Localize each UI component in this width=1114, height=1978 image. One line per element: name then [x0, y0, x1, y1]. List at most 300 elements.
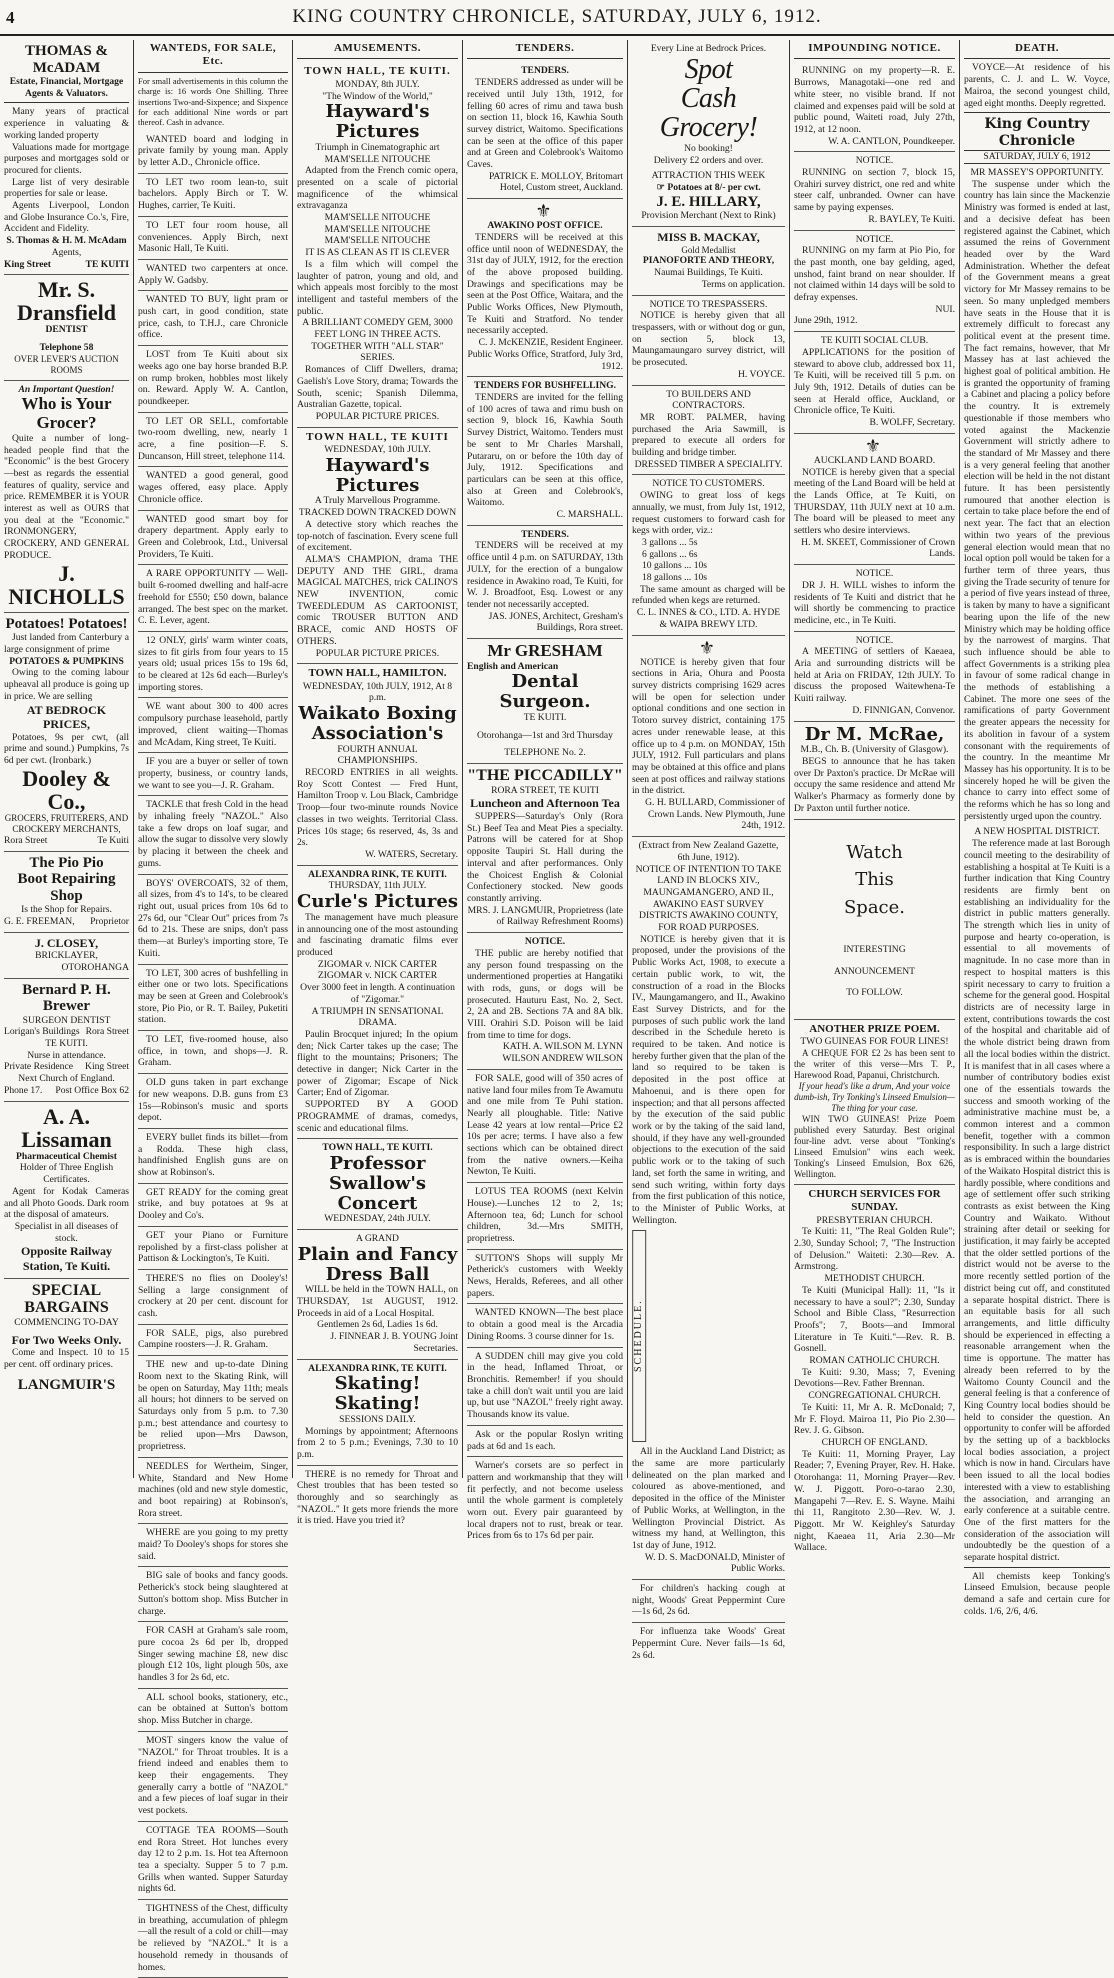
article-heading: A NEW HOSPITAL DISTRICT. — [974, 826, 1100, 838]
classified-ad-text: NEEDLES for Wertheim, Singer, White, Standard and New Home machines (old and new style domestic, and boot repairing) at Robinson's, Rora street. — [138, 1460, 288, 1519]
classified-ad-text: WANTED good smart boy for drapery department. Apply early to Green and Colebrook, Ltd., Universal Providers, Te Kuiti. — [138, 513, 288, 560]
column-notices — [628, 40, 790, 1661]
classified-ad — [138, 1270, 288, 1325]
ad-text: (Extract from New Zealand Gazette, 6th June, 1912). — [638, 840, 779, 863]
ad-text: RUNNING on section 7, block 15, Orahiri survey district, one red and white steer calf, unbranded. Owner can have same by paying expenses. — [794, 167, 955, 214]
ad-text: Adapted from the French comic opera, presented on a scale of pictorial magnificence of the whimsical extravaganza — [297, 165, 458, 212]
ad-text: THE public are hereby notified that any person found trespassing on the undermentioned properties at Hangatiki with rods, guns, or dogs will be prosecuted. Hauturu East, No. 2, Sect. 2, 2A and 2B. Sections 7A and 8A blk. VIII. Orahiri S.D. Poison will be laid from time to time for dogs. — [467, 947, 623, 1041]
ad-text: All chemists keep Tonking's Linseed Emulsion, because people demand a safe and certain cure for colds. 1/6, 2/6, 4/6. — [964, 1570, 1110, 1617]
ad-heading: NOTICE. — [855, 155, 894, 167]
ad-text: The management have much pleasure in announcing one of the most astounding and fascinating dramatic films ever produced — [297, 911, 458, 958]
ad-watch-space — [794, 820, 955, 1021]
ad-text: Terms on application. — [701, 278, 785, 290]
classified-ad-text: TO LET, 300 acres of bushfelling in either one or two lots. Specifications may be seen at Green and Colebrook's store, Pio Pio, or R. T. Bailey, Puketiti station. — [138, 967, 288, 1026]
ad-subheading: Luncheon and Afternoon Tea — [470, 796, 620, 811]
classified-ad-text: MOST singers know the value of "NAZOL" for Throat troubles. It is a friend indeed and enables them to keep their engagements. They generally carry a bottle of "NAZOL" and a few pieces of loaf sugar in their vest pockets. — [138, 1734, 288, 1817]
ad-signature: B. WOLFF, Secretary. — [869, 417, 955, 429]
ad-woods-cough — [632, 1580, 785, 1623]
keg-price-row: 18 gallons ... 10s — [642, 572, 708, 584]
ad-sutton — [467, 1250, 623, 1305]
ad-heading: ALEXANDRA RINK, TE KUITI. — [308, 1362, 447, 1374]
ad-text: For influenza take Woods' Great Peppermint Cure. Never fails—1s 6d, 2s 6d. — [632, 1626, 785, 1661]
ad-text: BEGS to announce that he has taken over Dr Paxton's practice. Dr McRae will occupy the same residence and attend Mr Walker's Pharmacy as formerly done by Dr Paxton until further notice. — [794, 756, 955, 814]
ad-text: COMMENCING TO-DAY — [14, 1316, 119, 1328]
column-wanteds — [134, 40, 293, 1973]
ad-text: Phone 17. — [4, 1084, 43, 1096]
ad-text: Otorohanga—1st and 3rd Thursday — [477, 729, 613, 741]
ad-kegs — [632, 475, 785, 635]
ad-text: Agent for Kodak Cameras and all Photo Goods. Dark room at the disposal of amateurs. — [4, 1185, 129, 1221]
classified-ad-text: GET your Piano or Furniture repolished by a first-class polisher at Pattison & Lockington's, Te Kuiti. — [138, 1229, 288, 1265]
ad-title: Hayward's Pictures — [325, 454, 430, 496]
ad-heading: SPECIAL BARGAINS — [24, 1281, 109, 1317]
ad-text: NOTICE is hereby given that it is proposed, under the provisions of the Public Works Act, 1908, to execute a certain public work, to wit, the construction of a road in the Blocks IV., Maungamangero, and II., Awakino East Survey Districts, and for the purposes of such public work the land described in the Schedule hereto is required to be taken. And notice is hereby further given that the plan of the land so required to be taken is deposited in the post office at Mahoenui, and is there open for inspection; and that all persons affected by the execution of the said public work or by the taking of the said land, should, if they have any well-grounded objections to the execution of the said public work or to the taking of such land, set forth the same in writing, and send such writing, within forty days from the first publication of this notice, to the Minister of Public Works, at Wellington. — [632, 933, 785, 1226]
ad-signature: C. L. INNES & CO., LTD. A. HYDE & WAIPA BREWY LTD. — [636, 607, 781, 630]
ad-heading: NOTICE TO TRESPASSERS. — [649, 298, 768, 310]
ad-text: TENDERS will be received at my office until 4 p.m. on SATURDAY, 13th JULY, for the erection of a bungalow residence in Awakino road, Te Kuiti, for W. J. Broadfoot, Esq. Lowest or any tender not necessarily accepted. — [467, 540, 623, 610]
ad-subheading: TWO GUINEAS FOR FOUR LINES! — [800, 1036, 949, 1048]
ad-text: Warner's corsets are so perfect in pattern and workmanship that they will fit perfectly, and not become useless until the whole garment is completely worn out. Every pair guaranteed by local drapers not to rust, break or tear. Prices from 6s to 17s 6d per pair. — [467, 1460, 623, 1542]
ad-text: Nurse in attendance. — [27, 1049, 106, 1061]
ad-signature: Dooley & Co., — [22, 765, 111, 814]
ad-text: A MEETING of settlers of Kaeaea, Aria and surrounding districts will be held at Aria on FRIDAY, 12th JULY. To discuss the proposed Waitewhena-Te Kuiti railway. — [794, 646, 955, 705]
ad-heading: Bernard P. H. Brewer — [22, 981, 111, 1015]
ad-text: Agents Liverpool, London and Globe Insurance Co.'s, Fire, Accident and Fidelity. — [4, 200, 129, 235]
ad-text: Gentlemen 2s 6d, Ladies 1s 6d. — [317, 1319, 438, 1331]
ad-mackay — [632, 227, 785, 296]
classified-ad-text: EVERY bullet finds its billet—from a Rodda. These high class, handfinished English guns are on show at Robinson's. — [138, 1131, 288, 1179]
ad-date: WEDNESDAY, 10th JULY, 1912, At 8 p.m. — [302, 680, 453, 704]
ad-text: Mornings by appointment; Afternoons from 2 to 5 p.m.; Evenings, 7.30 to 10 p.m. — [297, 1425, 458, 1460]
ad-text: ZIGOMAR v. NICK CARTER ZIGOMAR v. NICK CARTER — [317, 958, 438, 982]
church-services — [794, 1185, 955, 1558]
church-name: PRESBYTERIAN CHURCH. — [816, 1214, 933, 1226]
ad-text: Delivery £2 orders and over. — [653, 154, 764, 166]
classified-ad-text: WANTED a good general, good wages offered, easy place. Apply Chronicle office. — [138, 470, 288, 505]
ad-text: MR ROBT. PALMER, having purchased the Aria Sawmill, is prepared to execute all orders for building and bridge timber. — [632, 411, 785, 459]
ad-text: Many years of practical experience in valuating & working landed property — [4, 106, 129, 141]
ad-native-land — [467, 1070, 623, 1183]
ad-signature: J. NICHOLLS — [8, 560, 125, 609]
ad-text: Valuations made for mortgage purposes and mortgages sold or procured for clients. — [4, 141, 129, 176]
pointing-hand-icon: ☞ — [656, 181, 668, 193]
ad-heading: A. A. Lissaman — [21, 1103, 112, 1152]
ad-text: GROCERS, FRUITERERS, AND CROCKERY MERCHANTS, — [4, 813, 129, 835]
ad-title: Hayward's Pictures — [325, 101, 430, 143]
ad-text: A SUDDEN chill may give you cold in the head, Inflamed Throat, or Bronchitis. Remember! if you should take a chill don't wait until you are laid up, but use "NAZOL" freely right away. Thousands know its value. — [467, 1350, 623, 1421]
ad-heading: TENDERS. — [521, 65, 569, 77]
classified-ad-text: BOYS' OVERCOATS, 32 of them, all sizes, from 4's to 14's, to be cleared right out, usual prices from 10s 6d to 27s 6d, our "Clear Out" prices from 7s 6d to 21s. These are snips, don't pass them—at Burley's importing store, Te Kuiti. — [138, 877, 288, 959]
ad-subheading: AT BEDROCK PRICES, — [26, 702, 107, 732]
ad-nazol — [297, 1466, 458, 1532]
ad-signature: KATH. A. WILSON M. LYNN WILSON ANDREW WILSON — [502, 1041, 623, 1065]
ad-heading: NOTICE OF INTENTION TO TAKE LAND IN BLOCKS XIV., MAUNGAMANGERO, AND II., AWAKINO EAST SURVEY DISTRICTS AWAKINO COUNTY, FOR ROAD PURPOSES. — [635, 863, 782, 934]
ad-text: "The Window of the World," — [322, 90, 433, 102]
classified-ad-text: WANTED TO BUY, light pram or push cart, in good condition, state price, cash, to T.H.J., care Chronicle office. — [138, 294, 288, 341]
column-tenders — [463, 40, 628, 1542]
ad-heading: AUCKLAND LAND BOARD. — [813, 454, 936, 466]
classified-ad-text: TO LET OR SELL, comfortable two-room dwelling, new, nearly 1 acre, a fine position—F. S. Duncanson, Hill street, telephone 114. — [138, 415, 288, 462]
ad-text: A CHEQUE FOR £2 2s has been sent to the writer of this verse—Mrs T. P., Harewood Road, Papanui, Christchurch. — [794, 1048, 955, 1081]
ad-heading: TO BUILDERS AND CONTRACTORS. — [666, 388, 751, 412]
church-text: Te Kuiti (Municipal Hall): 11, "Is it necessary to have a soul?"; 2.30, Sunday School and Bible Class, "Resurrection Proofs"; 7, Boots—and Immoral Literature in Te Kuiti."—Rev. R. B. Gosnell. — [794, 1284, 955, 1355]
ad-text: Holder of Three English Certificates. — [19, 1162, 114, 1186]
ad-hayward-wednesday — [297, 428, 458, 665]
ad-piccadilly — [467, 764, 623, 933]
page-number: 4 — [6, 8, 15, 27]
classified-ad-text: THE new and up-to-date Dining Room next to the Skating Rink, will be open on Saturday, May 11th; meals all hours; hot dinners to be served on Saturdays only from 5 p.m. to 7.30 p.m.; best attendance and courtesy to be relied upon—Mrs Dawson, proprietress. — [138, 1359, 288, 1453]
ad-economic-grocer — [4, 381, 129, 613]
ad-text: SUPPORTED BY A GOOD PROGRAMME of dramas, comedys, scenic and educational films. — [297, 1099, 458, 1134]
ad-woods-influenza — [632, 1623, 785, 1665]
ad-mcrae — [794, 722, 955, 820]
ad-text: SESSIONS DAILY. — [339, 1413, 416, 1425]
ad-dr-will — [794, 565, 955, 632]
ad-text: Over 3000 feet in length. A continuation of "Zigomar." — [300, 982, 455, 1005]
ad-signature: MRS. J. LANGMUIR, Proprietress (late of Railway Refreshment Rooms) — [467, 904, 623, 928]
ad-text: A TRIUMPH IN SENSATIONAL DRAMA. — [311, 1005, 444, 1029]
ad-arcadia — [467, 1304, 623, 1347]
ad-text: THERE is no remedy for Throat and Chest troubles that has been tested so thoroughly and so searchingly as "NAZOL." It gets more friends the more it is tried. Have you tried it? — [297, 1468, 458, 1527]
ad-heading: MISS B. MACKAY, — [657, 229, 760, 244]
ad-text: Gold Medallist — [681, 244, 736, 255]
classified-ad-text: 12 ONLY, girls' warm winter coats, sizes to fit girls from four years to 15 years old; usual prices 15s to 19s 6d, to be cleared at 12s 6d each—Burley's importing stores. — [138, 634, 288, 693]
ad-signature: S. Thomas & H. M. McAdam — [6, 235, 127, 247]
ad-signature: G. E. FREEMAN, — [4, 915, 75, 927]
ad-text: Owing to the coming labour upheaval all produce is going up in price. We are selling — [4, 667, 129, 702]
ad-subheading: Pharmaceutical Chemist — [16, 1150, 117, 1162]
ad-heading: J. CLOSEY, — [34, 935, 99, 950]
classified-ad-text: THERE'S no flies on Dooley's! Selling a large consignment of crockery at 20 per cent. discount for cash. — [138, 1272, 288, 1320]
ad-heading: Potatoes! Potatoes! — [5, 615, 128, 632]
classified-ad — [138, 698, 288, 753]
ad-signature: PATRICK E. MOLLOY, Britomart Hotel, Custom street, Auckland. — [488, 170, 623, 194]
ad-subheading: SURGEON DENTIST — [22, 1014, 111, 1026]
ad-date: MONDAY, 8th JULY. — [335, 78, 420, 90]
ad-impound-burrows — [794, 62, 955, 152]
crest-icon: ⚜ — [698, 637, 719, 658]
ad-pio-pio-boot — [4, 852, 129, 933]
classified-ad — [138, 511, 288, 566]
ad-curle-pictures — [297, 866, 458, 1140]
classified-ad-text: FOR CASH at Graham's sale room, pure cocoa 2s 6d per lb, dropped Singer sewing machine £8, new disc plough £12 10s, light plough 50s, axe handles 3 for 2s 6d, etc. — [138, 1625, 288, 1684]
ad-text: All in the Auckland Land District; as the same are more particularly delineated on the plan marked and coloured as above-mentioned, and deposited in the office of the Minister of Public Works, at Wellington, in the Wellington Provincial District. As witness my hand, at Wellington, this 1st day of June, 1912. — [632, 1446, 785, 1551]
classified-ad — [138, 260, 288, 291]
ad-text: Proprietor — [90, 915, 129, 927]
ad-text: TENDERS are invited for the felling of 100 acres of tawa and rimu bush on section 9, block 16, Kawhia South Survey District, Waitomo. Tenders must be sent to Mr Charles Marshall, Putararu, on or before the 10th day of July, 1912. Specifications and particulars can be seen at this office, also at Green and Colebrook's, Waitomo. — [467, 391, 623, 509]
ad-text: Provision Merchant (Next to Rink) — [641, 210, 776, 222]
ad-text: Is the Shop for Repairs. — [21, 904, 112, 916]
ad-text: POPULAR PICTURE PRICES. — [315, 410, 440, 422]
classified-ad — [138, 632, 288, 699]
ad-text: TENDERS addressed as under will be received until July 13th, 1912, for felling 60 acres of rimu and tawa bush on section 11, block 16, Kawhia South survey district, Waitomo. Specifications can be seen at the office of this paper and at Green and Colebrook's Waitomo Caves. — [467, 77, 623, 171]
column-editorial — [960, 40, 1114, 1617]
ad-heading: Cash — [680, 83, 737, 115]
classified-ad-text: COTTAGE TEA ROOMS—South end Rora Street. Hot lunches every day 12 to 2 p.m. 1s. Hot tea Afternoon tea a specialty. Supper 5 to 7 p.m. Grills when wanted. Supper Saturday nights 6d. — [138, 1824, 288, 1895]
ad-heading: NOTICE. — [855, 634, 894, 646]
classified-ad — [138, 467, 288, 510]
classified-ad — [138, 875, 288, 965]
ad-text: Agents, — [51, 246, 82, 258]
article-text: The suspense under which the country has lain since the Mackenzie Ministry was formed is ended at last, and a decisive defeat has been registered against the Cabinet, which assumed the reins of Government headed over by the Ward Administration. Whether the defeat of the Government means a great victory for Mr Massey remains to be seen. So many unpledged members have seats in the House that it is extremely difficult to forecast any political event at the present time. The fact remains, however, that Mr Massey has at last achieved the highest goal of political ambition. He is granted the opportunity of framing a Cabinet and placing a policy before the country. It is extremely questionable if those members who voted against the Mackenzie Government will strictly adhere to the standard of Mr Massey and there is a very general feeling that another election will be held in the not distant future. It has been persistently rumoured that another election is certain to take place before the end of next year. The fact that an election within two years of the previous general election would mean that no local option poll would be taken for a further term of three years, thus giving the Trade security of tenure for a period of five years instead of three, is taken by many to have a significant bearing upon the life of the new Ministry which may be holding office by the narrowest of margins. That such influence should be able to affect Governments is a striking plea in favour of some radical change in the methods of establishing a Cabinet. The more one sees of the ramifications of party Government the greater appears the necessity for its abolition in favour of a system consonant with the requirements of the country. In the meantime Mr Massey has his opportunity. It is to be sincerely hoped he will be given the chance to carry into effect some of the reforms which he has so long and persistently urged upon the country. — [964, 178, 1111, 822]
ad-heading: Who is Your Grocer? — [21, 394, 112, 433]
church-name: CONGREGATIONAL CHURCH. — [808, 1390, 941, 1402]
ad-signature: D. FINNIGAN, Convenor. — [852, 704, 955, 716]
ad-subheading: PIANOFORTE AND THEORY, — [642, 255, 775, 267]
ad-text: Triumph in Cinematographic art MAM'SELLE NITOUCHE — [315, 141, 440, 165]
ad-awakino-post — [467, 199, 623, 377]
ad-subheading: M.B., Ch. B. (University of Glasgow). — [800, 744, 949, 756]
classified-ad-text: OLD guns taken in part exchange for new weapons. D.B. guns from £3 15s—Robinson's music and sports depot. — [138, 1077, 288, 1124]
column-heading: TENDERS. — [467, 40, 623, 59]
ad-signature: C. MARSHALL. — [556, 509, 623, 521]
classified-ad — [138, 1325, 288, 1356]
ad-town: TE KUITI — [85, 258, 129, 270]
church-name: CHURCH OF ENGLAND. — [821, 1436, 928, 1448]
ad-signature: NUI. — [935, 303, 955, 315]
ad-signature: G. H. BULLARD, Commissioner of Crown Lands. New Plymouth, June 24th, 1912. — [645, 797, 785, 832]
ad-text: APPLICATIONS for the position of steward to above club, addressed box 11, Te Kuiti, will be received till 5 p.m. on July 9th, 1912. Details of duties can be seen at Herald office, Auckland, or Chronicle office, Te Kuiti. — [794, 346, 955, 417]
ad-text: No booking! — [684, 142, 733, 154]
ad-text: Potatoes at 8/- per cwt. — [667, 181, 761, 193]
ad-signature: J. E. HILLARY, — [656, 193, 761, 210]
ad-text: Come and Inspect. 10 to 15 per cent. off ordinary prices. — [4, 1347, 129, 1370]
ad-hillary — [632, 40, 785, 227]
page-title: KING COUNTRY CHRONICLE, SATURDAY, JULY 6, 1912. — [292, 6, 822, 27]
classified-ad — [138, 565, 288, 632]
column-heading: DEATH. — [964, 40, 1110, 59]
classified-ad-text: TACKLE that fresh Cold in the head by inhaling freely "NAZOL." Also take a few drops on loaf sugar, and allow the sugar to dissolve very slowly by placing it between the cheek and gums. — [138, 799, 288, 869]
ad-subheading: Estate, Financial, Mortgage Agents & Valuators. — [9, 76, 124, 99]
classified-ad — [138, 346, 288, 413]
death-notice: VOYCE—At residence of his parents, C. J. and L. W. Voyce, Mairoa, the second youngest child, aged eight months. Deeply regretted. — [964, 62, 1110, 109]
ad-heading: NOTICE. — [524, 936, 566, 948]
ad-text: DRESSED TIMBER A SPECIALITY. — [634, 458, 783, 470]
ad-crown-lands — [632, 636, 785, 838]
classified-ad — [138, 413, 288, 468]
ad-heading: Dr M. McRae, — [804, 723, 945, 745]
ad-impound-bayley — [794, 152, 955, 230]
ad-text: A GRAND — [356, 1233, 399, 1245]
ad-heading: TOWN HALL, TE KUITI. — [322, 1142, 433, 1154]
ad-swallow-concert — [297, 1139, 458, 1230]
ad-impound-nui — [794, 231, 955, 333]
classified-ad-text: WANTED board and lodging in private family by young man. Apply by letter A.D., Chronicle office. — [138, 133, 288, 169]
ad-signature: W. A. CANTLON, Poundkeeper. — [828, 135, 955, 147]
ad-town: OTOROHANGA — [61, 961, 129, 973]
ad-text: ATTRACTION THIS WEEK — [651, 170, 766, 182]
ad-heading: AWAKINO POST OFFICE. — [487, 220, 603, 232]
ad-street: Rora Street — [4, 834, 48, 846]
keg-price-row: 10 gallons ... 10s — [642, 560, 708, 572]
ad-aria-meeting — [794, 632, 955, 722]
ad-text: INTERESTING — [843, 943, 906, 955]
ad-text: Is a film which will compel the laughter of patron, young and old, and which appeals most forcibly to the most intelligent and tasteful members of the public. — [297, 258, 458, 317]
ad-chill — [467, 1348, 623, 1426]
ad-heading: Space. — [843, 897, 906, 919]
ad-text: Potatoes, 9s per cwt, (all prime and sound.) Pumpkins, 7s 6d per cwt. (Ironbark.) — [4, 731, 129, 767]
ad-heading: Boot Repairing Shop — [17, 871, 116, 904]
ad-street: RORA STREET, TE KUITI — [491, 784, 599, 796]
classified-ad-text: TO LET, five-roomed house, also office, in town, and shops—J. R. Graham. — [138, 1034, 288, 1069]
ad-warner — [467, 1457, 623, 1546]
ad-heading: THOMAS & McADAM — [25, 43, 108, 76]
ad-text: Post Office Box 62 — [55, 1084, 129, 1096]
ad-text: A Truly Marvellous Programme. TRACKED DOWN TRACKED DOWN — [298, 495, 457, 519]
classified-ad-text: A RARE OPPORTUNITY — Well-built 6-roomed dwelling and half-acre freehold for £550; £50 down, balance arranged. The best spec on the market. C. E. Lever, agent. — [138, 568, 288, 627]
masthead — [0, 0, 1114, 36]
ad-signature: W. WATERS, Secretary. — [365, 848, 458, 860]
church-text: Te Kuiti: 9.30, Mass; 7, Evening Devotions—Rev. Father Brennan. — [794, 1366, 955, 1390]
ad-text: Lorigan's Buildings — [4, 1026, 80, 1038]
ad-social-club — [794, 332, 955, 434]
ad-heading: TOWN HALL, TE KUITI. — [304, 65, 451, 78]
ad-heading: Spot — [684, 53, 733, 85]
church-text: Te Kuiti: 11, Morning Prayer, Lay Reader; 7, Evening Prayer, Rev. H. Hake. Otorohanga: 11, Morning Prayer—Rev. W. J. Piggott. Poro-o-tarao 2.30, Mangapehi 7—Rev. E. S. Wayne. Maihi thi 11, Rangitoto 2.30—Rev. W. J. Piggott. Mr W. Keighley's Saturday night, Kaeaea 11, Aria 2.30—Mr Wallace. — [794, 1448, 955, 1554]
ad-text: MAM'SELLE NITOUCHE MAM'SELLE NITOUCHE MAM'SELLE NITOUCHE — [324, 212, 431, 247]
ad-heading: "THE PICCADILLY" — [467, 767, 623, 785]
classified-ad — [138, 1184, 288, 1227]
ad-subheading: Opposite Railway Station, Te Kuiti. — [20, 1244, 112, 1273]
ad-text: Next Church of England. — [18, 1073, 115, 1085]
classified-ad-text: LOST from Te Kuiti about six weeks ago one bay horse branded B.P. on rump broken, hobbles most likely on. Reward. Apply W. A. Cantlon, poundkeeper. — [138, 349, 288, 407]
keg-price-row: 3 gallons ... 5s — [642, 536, 698, 548]
ad-subheading: DENTIST — [45, 324, 88, 336]
classified-ad-text: IF you are a buyer or seller of town property, business, or country lands, we want to see you—J. R. Graham. — [138, 756, 288, 791]
ad-signature: R. BAYLEY, Te Kuiti. — [868, 213, 955, 225]
ad-text: WIN TWO GUINEAS! Prize Poem published every Saturday. Best original four-line advt. verse about "Tonking's Linseed Emulsion" wins each week. Tonking's Linseed Emulsion, Box 626, Wellington. — [794, 1114, 955, 1179]
ad-heading: TENDERS. — [521, 528, 569, 540]
ad-heading: This — [855, 869, 894, 891]
ad-signature: J. FINNEAR J. B. YOUNG Joint Secretaries. — [330, 1331, 458, 1354]
ad-heading: The Pio Pio — [29, 854, 104, 871]
church-name: METHODIST CHURCH. — [824, 1273, 925, 1285]
classified-ad — [138, 1822, 288, 1900]
ad-signature: LANGMUIR'S — [17, 1376, 116, 1393]
ad-public-works — [632, 837, 785, 1580]
classified-ad — [138, 174, 288, 217]
ad-heading: ANOTHER PRIZE POEM. — [809, 1023, 940, 1036]
classified-ad — [138, 1031, 288, 1074]
ad-heading: TE KUITI SOCIAL CLUB. — [820, 335, 929, 347]
ad-text: NOTICE is hereby given that a special meeting of the Land Board will be held at the Lands Office, at Te Kuiti, on THURSDAY, 11th JULY next at 10 a.m. The board will be pleased to meet any settlers who desire interviews. — [794, 466, 955, 537]
ad-text: POPULAR PICTURE PRICES. — [315, 647, 440, 659]
ad-text: Paulin Brocquet injured; In the opium den; Nick Carter takes up the case; The flight to the mountains; Prisoners; The detective in danger; Nick Carter in the power of Zigomar; Escape of Nick Carter; End of Zigomar. — [297, 1028, 458, 1099]
classified-ad-text: TIGHTNESS of the Chest, difficulty in breathing, accumulation of phlegm—all the result of a cold or chill—may be relieved by "NAZOL." It is a household remedy in thousands of homes. — [138, 1903, 288, 1973]
ad-palmer — [632, 386, 785, 476]
ad-heading: Mr GRESHAM — [487, 641, 603, 661]
ad-text: TENDERS will be received at this office until noon of WEDNESDAY, the 31st day of JULY, 1912, for the erection of the above proposed building. Drawings and specifications may be seen at the Post Office, Waitara, and the Public Works Offices, New Plymouth, Te Kuiti and Stratford. No tender necessarily accepted. — [467, 231, 623, 337]
ad-heading: TENDERS FOR BUSHFELLING. — [473, 380, 617, 392]
ad-text: RUNNING on my property—R. E. Burrows, Managotaki—one red and white steer, no visible brand. If not claimed and expenses paid will be sold at public pound, Waiteti road, July 27th, 1912, at 12 noon. — [794, 65, 955, 135]
classified-ad — [138, 1356, 288, 1458]
ad-heading: TOWN HALL, HAMILTON. — [308, 667, 447, 680]
ad-town: TE KUITI. — [523, 712, 567, 724]
ad-signature: JAS. JONES, Architect, Gresham's Buildings, Rora street. — [488, 610, 623, 634]
ad-text: Large list of very desirable properties for sale or lease. — [4, 176, 129, 200]
classified-ad-text: WE want about 300 to 400 acres compulsory purchase leasehold, partly improved, client waiting—Thomas and McAdam, King street, Te Kuiti. — [138, 701, 288, 748]
ad-text: LOTUS TEA ROOMS (next Kelvin House).—Lunches 12 to 2, 1s; Afternoon tea, 6d; Lunch for school children, 3d.—Mrs SMITH, proprietress. — [467, 1186, 623, 1244]
ad-text: The same amount as charged will be refunded when kegs are returned. — [632, 583, 785, 607]
ad-date: June 29th, 1912. — [794, 315, 858, 327]
ad-date: THURSDAY, 11th JULY. — [328, 880, 427, 892]
column-heading: WANTEDS, FOR SALE, Etc. — [138, 40, 288, 73]
ad-text: WILL be held in the TOWN HALL, on THURSDAY, 1st AUGUST, 1912. Proceeds in aid of a Local Hospital. — [297, 1284, 458, 1319]
ad-text: TELEPHONE No. 2. — [504, 747, 586, 759]
ad-text: Just landed from Canterbury a large consignment of prime — [4, 632, 129, 655]
ad-text: RUNNING on my farm at Pio Pio, for the past month, one bay gelding, aged, unshod, faint brand on near shoulder. If not claimed within 14 days will be sold to defray expenses. — [794, 245, 955, 304]
schedule-table — [632, 1230, 646, 1442]
ad-street: King Street — [85, 1061, 129, 1073]
ad-text: Quite a number of long-headed people find that the "Economic" is the best Grocery—best as regards the essential features of quality, service and price. REMEMBER it is YOUR interest as well as OURS that you deal at the "Economic." IRONMONGERY, CROCKERY, AND GENERAL PRODUCE. — [4, 432, 129, 561]
ad-subheading: POTATOES & PUMPKINS — [9, 655, 124, 667]
ad-wilson-notice — [467, 933, 623, 1070]
ad-title: Skating! Skating! — [334, 1373, 421, 1415]
ad-title: Professor Swallow's Concert — [329, 1152, 426, 1214]
classified-ad-text: WANTED two carpenters at once. Apply W. Gadsby. — [138, 262, 288, 286]
classified-ad — [138, 1732, 288, 1822]
crest-icon: ⚜ — [535, 201, 555, 222]
ad-text: NOTICE is hereby given that all trespassers, with or without dog or gun, on section 5, block 13, Maungamaungaro survey district, will be prosecuted. — [632, 310, 785, 369]
ad-lotus — [467, 1183, 623, 1250]
classified-ad-text: BIG sale of books and fancy goods. Petherick's stock being slaughtered at Sutton's bottom shop. Miss Butcher in charge. — [138, 1570, 288, 1617]
editorial-masthead: King Country Chronicle — [984, 116, 1090, 150]
column-intro: For small advertisements in this column the charge is: 16 words One Shilling. Three insertions Two-and-Sixpence; and Sixpence for each additional Nine words or part thereof. Cash in advance. — [138, 75, 288, 128]
ad-title: Curle's Pictures — [297, 891, 458, 913]
ad-thomas-mcadam — [4, 40, 129, 275]
ad-text: Specialist in all diseases of stock. — [14, 1220, 119, 1244]
ad-text: Private Residence — [4, 1061, 73, 1073]
crest-icon: ⚜ — [864, 435, 885, 456]
ad-text: Telephone 58 — [39, 342, 94, 354]
ad-text: If your head's like a drum, And your voice dumb-ish, Try Tonking's Linseed Emulsion—The thing for your case. — [794, 1081, 955, 1114]
ad-dransfield — [4, 275, 129, 381]
ad-signature: W. D. S. MacDONALD, Minister of Public Works. — [644, 1551, 785, 1575]
ad-hayward-monday — [297, 62, 458, 427]
column-heading: IMPOUNDING NOTICE. — [794, 40, 955, 59]
column-impounding — [790, 40, 960, 1554]
ad-text: SUTTON'S Shops will supply Mr Petherick's customers with Weekly News, Heralds, Referees, and all other papers. — [467, 1252, 623, 1299]
ad-title: Waikato Boxing Association's — [298, 703, 457, 744]
ad-town: Te Kuiti — [97, 834, 129, 846]
ad-text: IT IS AS CLEAN AS IT IS CLEVER — [305, 247, 450, 259]
classified-ad — [138, 291, 288, 346]
ad-town: TE KUITI. — [45, 1038, 88, 1050]
ad-heading: CHURCH SERVICES FOR SUNDAY. — [808, 1187, 941, 1214]
ad-gresham — [467, 639, 623, 764]
church-text: Te Kuiti: 11, "The Real Golden Rule"; 2.30, Sunday School; 7, "The Instruction of Delusion." Waiteti: 2.30—Rev. A. Armstrong. — [794, 1226, 955, 1273]
ad-text: OWING to great loss of kegs annually, we must, from July 1st, 1912, request customers to forward cash for kegs with order, viz.: — [632, 490, 785, 537]
ad-closey — [4, 933, 129, 979]
ad-text: WANTED KNOWN—The best place to obtain a good meal is the Arcadia Dining Rooms. 3 course dinner for 1s. — [467, 1307, 623, 1342]
ad-text: TO FOLLOW. — [846, 987, 903, 999]
ad-text: ALMA'S CHAMPION, drama THE DEPUTY AND THE GIRL, drama MAGICAL MATCHES, trick CALINO'S NEW INVENTION, comic TWEEDLEDUM AS CARTOONIST, comic TROUSER BUTTON AND BRACE, comic AND HOSTS OF OTHERS. — [297, 553, 458, 647]
ad-text: FOURTH ANNUAL CHAMPIONSHIPS. — [337, 743, 418, 767]
classified-ad — [138, 753, 288, 796]
ad-title: Dental Surgeon. — [499, 671, 591, 713]
ad-potatoes — [4, 613, 129, 852]
classified-ad — [138, 1129, 288, 1184]
ad-brewer — [4, 979, 129, 1102]
classified-ad-text: ALL school books, stationery, etc., can be obtained at Sutton's bottom shop. Miss Butcher in charge. — [138, 1691, 288, 1727]
classified-ad — [138, 1900, 288, 1978]
ad-tender-jones — [467, 526, 623, 639]
ad-text: For children's hacking cough at night, Woods' Great Peppermint Cure—1s 6d, 2s 6d. — [632, 1583, 785, 1618]
classified-ad — [138, 1074, 288, 1129]
classified-ad-text: TO LET four room house, all conveniences. Apply Birch, next Masonic Hall, Te Kuiti. — [138, 219, 288, 255]
ad-title: Plain and Fancy Dress Ball — [297, 1243, 458, 1285]
ad-heading: Mr. S. Dransfield — [17, 277, 116, 326]
